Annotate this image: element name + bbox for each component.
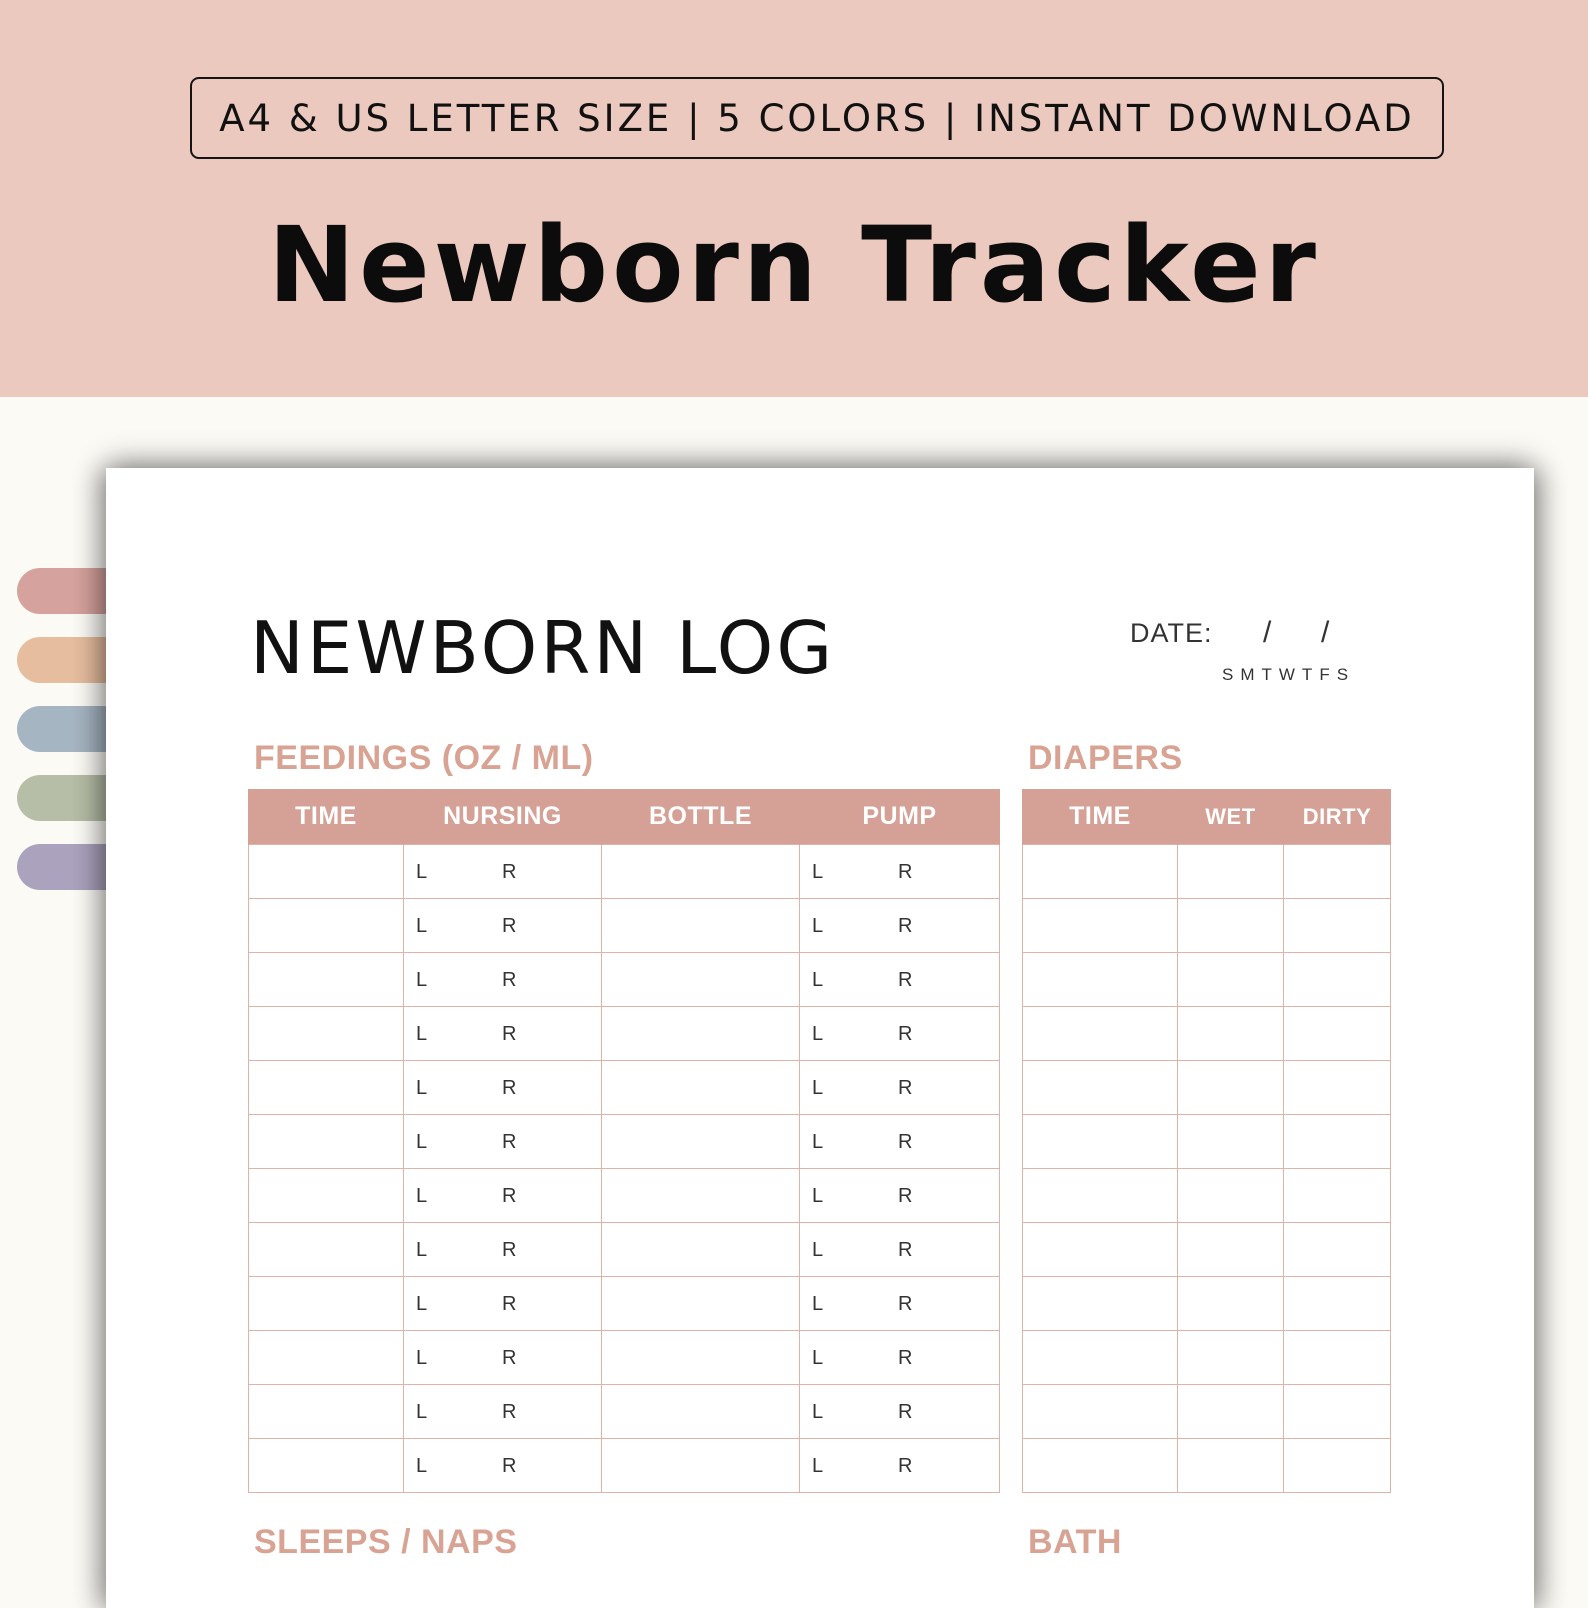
feedings-row xyxy=(249,899,1000,953)
feedings-row xyxy=(249,1385,1000,1439)
diapers-time-cell[interactable] xyxy=(1023,1439,1178,1493)
feedings-row xyxy=(249,1277,1000,1331)
feedings-bottle-cell[interactable] xyxy=(602,845,800,899)
feedings-nursing-cell[interactable] xyxy=(404,1061,602,1115)
feedings-time-cell[interactable] xyxy=(249,1061,404,1115)
feedings-pump-cell[interactable] xyxy=(800,1061,1000,1115)
left-label: L xyxy=(416,1347,428,1369)
diapers-time-cell[interactable] xyxy=(1023,953,1178,1007)
left-label: L xyxy=(416,1185,428,1207)
diapers-wet-cell[interactable] xyxy=(1178,953,1284,1007)
right-label: R xyxy=(502,1023,517,1045)
feedings-time-cell[interactable] xyxy=(249,899,404,953)
feedings-row xyxy=(249,1331,1000,1385)
diapers-dirty-cell[interactable] xyxy=(1284,1007,1391,1061)
feedings-bottle-cell[interactable] xyxy=(602,953,800,1007)
diapers-time-cell[interactable] xyxy=(1023,845,1178,899)
diapers-row xyxy=(1023,899,1391,953)
diapers-wet-cell[interactable] xyxy=(1178,1439,1284,1493)
left-label: L xyxy=(812,1023,824,1045)
right-label: R xyxy=(898,1023,913,1045)
left-label: L xyxy=(416,1131,428,1153)
feedings-nursing-cell[interactable] xyxy=(404,1331,602,1385)
banner xyxy=(0,0,1588,397)
log-title: NEWBORN LOG xyxy=(250,606,836,690)
diapers-time-cell[interactable] xyxy=(1023,1007,1178,1061)
right-label: R xyxy=(502,915,517,937)
feedings-pump-cell[interactable] xyxy=(800,1007,1000,1061)
feedings-time-cell[interactable] xyxy=(249,1115,404,1169)
feedings-time-cell[interactable] xyxy=(249,1223,404,1277)
date-slash-2: / xyxy=(1321,616,1330,649)
left-label: L xyxy=(812,1131,824,1153)
feedings-header-nursing: NURSING xyxy=(404,789,602,845)
feedings-time-cell[interactable] xyxy=(249,1385,404,1439)
diapers-header-dirty: DIRTY xyxy=(1284,789,1391,845)
feedings-time-cell[interactable] xyxy=(249,1331,404,1385)
feedings-bottle-cell[interactable] xyxy=(602,1007,800,1061)
left-label: L xyxy=(416,1293,428,1315)
feedings-bottle-cell[interactable] xyxy=(602,1439,800,1493)
banner-tagline: A4 & US LETTER SIZE | 5 COLORS | INSTANT DOWNLOAD xyxy=(190,77,1444,159)
left-label: L xyxy=(416,1239,428,1261)
feedings-bottle-cell[interactable] xyxy=(602,1169,800,1223)
right-label: R xyxy=(502,1293,517,1315)
right-label: R xyxy=(898,1077,913,1099)
diapers-time-cell[interactable] xyxy=(1023,1169,1178,1223)
feedings-nursing-cell[interactable] xyxy=(404,1223,602,1277)
diapers-dirty-cell[interactable] xyxy=(1284,1061,1391,1115)
feedings-row xyxy=(249,1223,1000,1277)
diapers-wet-cell[interactable] xyxy=(1178,1061,1284,1115)
diapers-wet-cell[interactable] xyxy=(1178,845,1284,899)
right-label: R xyxy=(898,915,913,937)
diapers-dirty-cell[interactable] xyxy=(1284,845,1391,899)
feedings-time-cell[interactable] xyxy=(249,1007,404,1061)
diapers-dirty-cell[interactable] xyxy=(1284,1331,1391,1385)
feedings-nursing-cell[interactable] xyxy=(404,953,602,1007)
diapers-row xyxy=(1023,1223,1391,1277)
feedings-nursing-cell[interactable] xyxy=(404,845,602,899)
diapers-dirty-cell[interactable] xyxy=(1284,1115,1391,1169)
right-label: R xyxy=(898,1455,913,1477)
feedings-time-cell[interactable] xyxy=(249,1277,404,1331)
right-label: R xyxy=(898,1185,913,1207)
feedings-header-time: TIME xyxy=(249,789,404,845)
diapers-table xyxy=(1022,789,1391,1493)
feedings-bottle-cell[interactable] xyxy=(602,1115,800,1169)
diapers-row xyxy=(1023,1007,1391,1061)
right-label: R xyxy=(898,1293,913,1315)
left-label: L xyxy=(812,1347,824,1369)
feedings-pump-cell[interactable] xyxy=(800,1223,1000,1277)
left-label: L xyxy=(812,1239,824,1261)
diapers-header-time: TIME xyxy=(1023,789,1178,845)
feedings-bottle-cell[interactable] xyxy=(602,1061,800,1115)
diapers-dirty-cell[interactable] xyxy=(1284,1439,1391,1493)
diapers-wet-cell[interactable] xyxy=(1178,899,1284,953)
feedings-bottle-cell[interactable] xyxy=(602,1277,800,1331)
left-label: L xyxy=(416,915,428,937)
date-slash-1: / xyxy=(1263,616,1272,649)
diapers-dirty-cell[interactable] xyxy=(1284,1385,1391,1439)
feedings-nursing-cell[interactable] xyxy=(404,899,602,953)
feedings-row xyxy=(249,1439,1000,1493)
diapers-wet-cell[interactable] xyxy=(1178,1277,1284,1331)
diapers-wet-cell[interactable] xyxy=(1178,1169,1284,1223)
feedings-time-cell[interactable] xyxy=(249,845,404,899)
newborn-log-page xyxy=(106,468,1534,1608)
right-label: R xyxy=(898,1401,913,1423)
left-label: L xyxy=(812,915,824,937)
feedings-table xyxy=(248,789,1000,1493)
diapers-time-cell[interactable] xyxy=(1023,1277,1178,1331)
right-label: R xyxy=(502,1401,517,1423)
diapers-wet-cell[interactable] xyxy=(1178,1331,1284,1385)
right-label: R xyxy=(898,1239,913,1261)
left-label: L xyxy=(812,861,824,883)
diapers-row xyxy=(1023,1115,1391,1169)
diapers-row xyxy=(1023,1385,1391,1439)
right-label: R xyxy=(502,1077,517,1099)
diapers-time-cell[interactable] xyxy=(1023,1061,1178,1115)
feedings-pump-cell[interactable] xyxy=(800,1385,1000,1439)
left-label: L xyxy=(812,969,824,991)
feedings-pump-cell[interactable] xyxy=(800,899,1000,953)
feedings-pump-cell[interactable] xyxy=(800,1331,1000,1385)
diapers-time-cell[interactable] xyxy=(1023,1385,1178,1439)
right-label: R xyxy=(898,1347,913,1369)
diapers-time-cell[interactable] xyxy=(1023,899,1178,953)
right-label: R xyxy=(898,1131,913,1153)
feedings-pump-cell[interactable] xyxy=(800,1439,1000,1493)
feedings-bottle-cell[interactable] xyxy=(602,899,800,953)
left-label: L xyxy=(416,1023,428,1045)
diapers-wet-cell[interactable] xyxy=(1178,1115,1284,1169)
right-label: R xyxy=(898,861,913,883)
feedings-nursing-cell[interactable] xyxy=(404,1439,602,1493)
feedings-nursing-cell[interactable] xyxy=(404,1007,602,1061)
diapers-row xyxy=(1023,1439,1391,1493)
feedings-time-cell[interactable] xyxy=(249,1169,404,1223)
right-label: R xyxy=(502,1455,517,1477)
diapers-row xyxy=(1023,1169,1391,1223)
date-label: DATE: xyxy=(1130,618,1213,648)
left-label: L xyxy=(812,1077,824,1099)
diapers-wet-cell[interactable] xyxy=(1178,1007,1284,1061)
feedings-bottle-cell[interactable] xyxy=(602,1385,800,1439)
diapers-row xyxy=(1023,845,1391,899)
feedings-row xyxy=(249,1115,1000,1169)
feedings-row xyxy=(249,1169,1000,1223)
feedings-bottle-cell[interactable] xyxy=(602,1223,800,1277)
diapers-row xyxy=(1023,1331,1391,1385)
right-label: R xyxy=(898,969,913,991)
feedings-row xyxy=(249,1007,1000,1061)
left-label: L xyxy=(812,1293,824,1315)
feedings-nursing-cell[interactable] xyxy=(404,1169,602,1223)
banner-title: Newborn Tracker xyxy=(268,204,1320,326)
diapers-dirty-cell[interactable] xyxy=(1284,953,1391,1007)
diapers-wet-cell[interactable] xyxy=(1178,1385,1284,1439)
feedings-row xyxy=(249,953,1000,1007)
feedings-header-pump: PUMP xyxy=(800,789,1000,845)
diapers-wet-cell[interactable] xyxy=(1178,1223,1284,1277)
diapers-row xyxy=(1023,953,1391,1007)
right-label: R xyxy=(502,1131,517,1153)
left-label: L xyxy=(416,1455,428,1477)
diapers-time-cell[interactable] xyxy=(1023,1331,1178,1385)
diapers-time-cell[interactable] xyxy=(1023,1115,1178,1169)
feedings-pump-cell[interactable] xyxy=(800,953,1000,1007)
diapers-header-wet: WET xyxy=(1178,789,1284,845)
feedings-row xyxy=(249,1061,1000,1115)
feedings-pump-cell[interactable] xyxy=(800,1277,1000,1331)
feedings-nursing-cell[interactable] xyxy=(404,1115,602,1169)
left-label: L xyxy=(812,1185,824,1207)
feedings-nursing-cell[interactable] xyxy=(404,1385,602,1439)
weekday-letters: SMTWTFS xyxy=(1222,665,1356,684)
left-label: L xyxy=(416,969,428,991)
bath-title: BATH xyxy=(1028,1523,1122,1561)
feedings-pump-cell[interactable] xyxy=(800,1115,1000,1169)
left-label: L xyxy=(416,1077,428,1099)
feedings-time-cell[interactable] xyxy=(249,1439,404,1493)
feedings-row xyxy=(249,845,1000,899)
diapers-time-cell[interactable] xyxy=(1023,1223,1178,1277)
diapers-title: DIAPERS xyxy=(1028,739,1183,777)
right-label: R xyxy=(502,1185,517,1207)
feedings-time-cell[interactable] xyxy=(249,953,404,1007)
feedings-pump-cell[interactable] xyxy=(800,1169,1000,1223)
diapers-row xyxy=(1023,1061,1391,1115)
left-label: L xyxy=(812,1455,824,1477)
right-label: R xyxy=(502,969,517,991)
feedings-nursing-cell[interactable] xyxy=(404,1277,602,1331)
feedings-pump-cell[interactable] xyxy=(800,845,1000,899)
feedings-bottle-cell[interactable] xyxy=(602,1331,800,1385)
right-label: R xyxy=(502,861,517,883)
feedings-header-bottle: BOTTLE xyxy=(602,789,800,845)
left-label: L xyxy=(812,1401,824,1423)
diapers-dirty-cell[interactable] xyxy=(1284,1169,1391,1223)
sleeps-title: SLEEPS / NAPS xyxy=(254,1523,518,1561)
right-label: R xyxy=(502,1347,517,1369)
diapers-dirty-cell[interactable] xyxy=(1284,1223,1391,1277)
right-label: R xyxy=(502,1239,517,1261)
diapers-dirty-cell[interactable] xyxy=(1284,1277,1391,1331)
feedings-title: FEEDINGS (OZ / ML) xyxy=(254,739,594,777)
left-label: L xyxy=(416,1401,428,1423)
diapers-row xyxy=(1023,1277,1391,1331)
diapers-dirty-cell[interactable] xyxy=(1284,899,1391,953)
left-label: L xyxy=(416,861,428,883)
